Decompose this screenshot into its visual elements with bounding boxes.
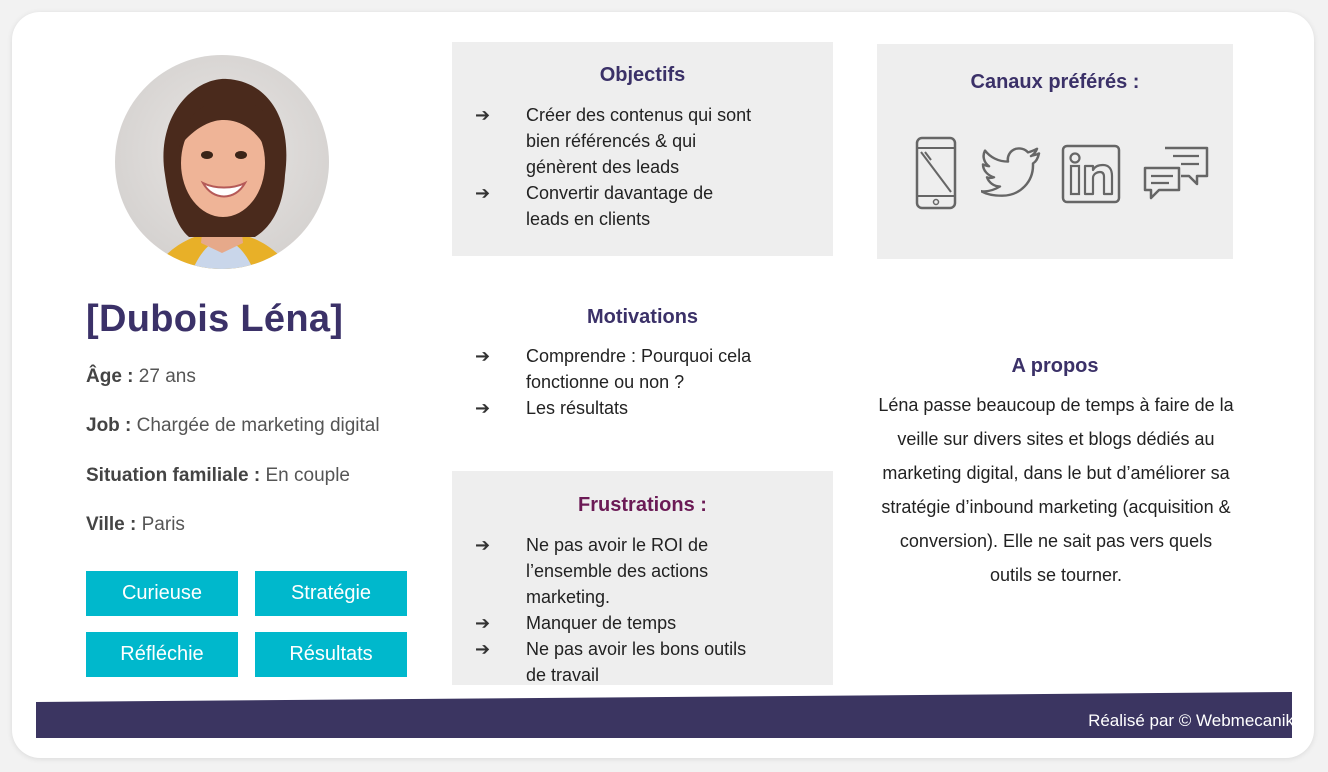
motivations-title: Motivations: [586, 306, 699, 328]
objectifs-list: [452, 102, 752, 232]
family-line: [86, 465, 350, 487]
arrow-icon: ➔: [475, 639, 491, 659]
objectifs-title: Objectifs: [599, 64, 686, 86]
canaux-title: Canaux préférés :: [970, 71, 1140, 93]
frustrations-list: [452, 532, 752, 688]
tag-reflechie: Réfléchie: [86, 632, 238, 677]
job-line: [86, 415, 380, 437]
age-value: 27 ans: [138, 366, 196, 387]
list-item: ➔ Convertir davantage de leads en clients: [452, 180, 752, 232]
list-item: ➔ Ne pas avoir le ROI de l’ensemble des actions marketing.: [452, 532, 752, 610]
arrow-icon: ➔: [475, 105, 491, 125]
arrow-icon: ➔: [475, 346, 491, 366]
arrow-icon: ➔: [475, 613, 491, 633]
frustrations-title: Frustrations :: [578, 494, 707, 516]
age-line: [86, 366, 196, 388]
age-label: Âge :: [86, 366, 134, 387]
channels-row: [913, 136, 1213, 212]
list-item: ➔ Ne pas avoir les bons outils de travail: [452, 636, 752, 688]
tag-strategie: Stratégie: [255, 571, 407, 616]
family-value: En couple: [265, 465, 350, 486]
footer-credit: Réalisé par © Webmecanik: [1088, 711, 1294, 730]
twitter-icon: [981, 146, 1043, 198]
smartphone-icon: [915, 136, 957, 210]
list-item: ➔ Comprendre : Pourquoi cela fonctionne ou non ?: [452, 343, 752, 395]
city-label: Ville :: [86, 514, 137, 535]
arrow-icon: ➔: [475, 535, 491, 555]
arrow-icon: ➔: [475, 398, 491, 418]
arrow-icon: ➔: [475, 183, 491, 203]
list-item: ➔ Manquer de temps: [452, 610, 752, 636]
avatar-photo: [115, 55, 329, 269]
list-item: ➔ Les résultats: [452, 395, 752, 421]
city-value: Paris: [141, 514, 185, 535]
tag-curieuse: Curieuse: [86, 571, 238, 616]
motivations-list: [452, 343, 752, 421]
chat-bubbles-icon: [1141, 146, 1211, 202]
job-label: Job :: [86, 415, 132, 436]
job-value: Chargée de marketing digital: [136, 415, 380, 436]
apropos-text: Léna passe beaucoup de temps à faire de la veille sur divers sites et blogs dédiés au marketing digital, dans le but d’améliorer sa stratégie d’inbound marketing (acquisition & conversion). Elle ne sait pas vers quels outils se tourner.: [878, 395, 1234, 585]
persona-name: [Dubois Léna]: [86, 298, 344, 340]
city-line: [86, 514, 185, 536]
family-label: Situation familiale :: [86, 465, 261, 486]
apropos-title: A propos: [1011, 355, 1099, 377]
linkedin-icon: [1061, 144, 1121, 204]
tag-resultats: Résultats: [255, 632, 407, 677]
list-item: ➔ Créer des contenus qui sont bien référencés & qui génèrent des leads: [452, 102, 752, 180]
avatar: [115, 55, 329, 269]
